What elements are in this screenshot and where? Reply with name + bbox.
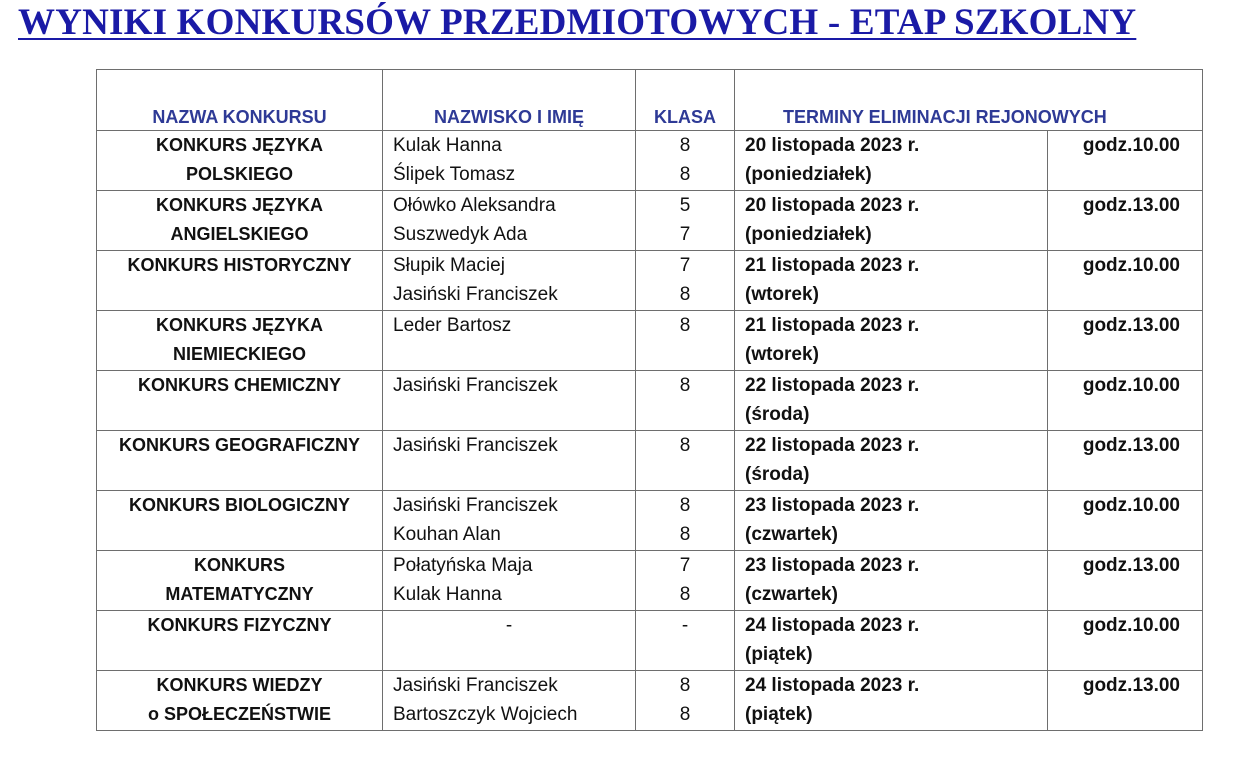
- hour-text: godz.10.00: [1082, 135, 1180, 156]
- hour-cell: [1048, 551, 1203, 611]
- klasa-value: 7: [679, 555, 691, 576]
- student-cell: [383, 191, 636, 251]
- contest-name-cell: [97, 671, 383, 731]
- klasa-value: [636, 340, 734, 369]
- date-cell: [735, 671, 1048, 731]
- student-cell: [383, 431, 636, 491]
- student-name: Jasiński Franciszek: [393, 435, 558, 456]
- date-text: 21 listopada 2023 r.: [745, 315, 920, 336]
- contest-name-line: [97, 400, 382, 429]
- header-klasa: KLASA: [636, 70, 735, 131]
- contest-name-line: KONKURS HISTORYCZNY: [127, 255, 352, 275]
- klasa-cell: [636, 431, 735, 491]
- klasa-value: -: [681, 615, 689, 636]
- contest-name-cell: [97, 611, 383, 671]
- weekday-text: (czwartek): [745, 584, 838, 605]
- date-cell: [735, 491, 1048, 551]
- table-row: [97, 311, 1203, 371]
- student-cell: [383, 371, 636, 431]
- date-cell: [735, 311, 1048, 371]
- header-student: NAZWISKO I IMIĘ: [383, 70, 636, 131]
- contest-name-cell: [97, 431, 383, 491]
- date-text: 20 listopada 2023 r.: [745, 135, 920, 156]
- student-name: Ołówko Aleksandra: [393, 195, 556, 216]
- contest-name-line: [97, 280, 382, 309]
- klasa-value: 8: [679, 675, 691, 696]
- student-name: Jasiński Franciszek: [393, 375, 558, 396]
- student-name: Kulak Hanna: [393, 584, 502, 605]
- date-cell: [735, 611, 1048, 671]
- student-name: Suszwedyk Ada: [393, 224, 528, 245]
- hour-text: godz.13.00: [1082, 435, 1180, 456]
- weekday-text: (czwartek): [745, 524, 838, 545]
- klasa-value: [636, 640, 734, 669]
- weekday-text: (środa): [745, 404, 810, 425]
- student-name: Słupik Maciej: [393, 255, 505, 276]
- student-name: Kulak Hanna: [393, 135, 502, 156]
- date-text: 24 listopada 2023 r.: [745, 675, 920, 696]
- table-row: [97, 131, 1203, 191]
- hour-text: godz.13.00: [1082, 315, 1180, 336]
- table-row: [97, 371, 1203, 431]
- date-text: 22 listopada 2023 r.: [745, 375, 920, 396]
- contest-name-line: ANGIELSKIEGO: [170, 224, 309, 244]
- hour-cell: [1048, 191, 1203, 251]
- weekday-text: (poniedziałek): [745, 164, 872, 185]
- student-name: Ślipek Tomasz: [393, 164, 516, 185]
- klasa-cell: [636, 551, 735, 611]
- hour-text: godz.13.00: [1082, 195, 1180, 216]
- contest-name-line: MATEMATYCZNY: [165, 584, 314, 604]
- contest-name-line: [97, 520, 382, 549]
- contest-name-cell: [97, 251, 383, 311]
- klasa-value: 7: [679, 255, 691, 276]
- klasa-cell: [636, 371, 735, 431]
- student-name: [393, 460, 635, 489]
- contest-name-line: KONKURS JĘZYKA: [155, 195, 324, 215]
- contest-name-line: KONKURS WIEDZY: [156, 675, 323, 695]
- student-name: Leder Bartosz: [393, 315, 512, 336]
- contest-name-line: POLSKIEGO: [185, 164, 293, 184]
- hour-cell: [1048, 311, 1203, 371]
- contest-name-line: KONKURS BIOLOGICZNY: [128, 495, 350, 515]
- contest-name-cell: [97, 551, 383, 611]
- hour-text: godz.10.00: [1082, 495, 1180, 516]
- hour-cell: [1048, 491, 1203, 551]
- hour-text: godz.10.00: [1082, 615, 1180, 636]
- date-text: 22 listopada 2023 r.: [745, 435, 920, 456]
- table-row: [97, 551, 1203, 611]
- klasa-value: 8: [679, 704, 691, 725]
- date-cell: [735, 251, 1048, 311]
- header-name: NAZWA KONKURSU: [97, 70, 383, 131]
- contest-name-line: [97, 640, 382, 669]
- hour-cell: [1048, 251, 1203, 311]
- date-text: 21 listopada 2023 r.: [745, 255, 920, 276]
- student-name: Połatyńska Maja: [393, 555, 533, 576]
- hour-cell: [1048, 431, 1203, 491]
- student-cell: [383, 251, 636, 311]
- contest-name-line: KONKURS: [193, 555, 285, 575]
- klasa-cell: [636, 131, 735, 191]
- contest-name-cell: [97, 311, 383, 371]
- klasa-value: 5: [679, 195, 691, 216]
- klasa-value: [636, 460, 734, 489]
- klasa-value: [636, 400, 734, 429]
- student-name: [393, 340, 635, 369]
- klasa-value: 8: [679, 375, 691, 396]
- klasa-value: 8: [679, 524, 691, 545]
- date-cell: [735, 431, 1048, 491]
- student-cell: [383, 671, 636, 731]
- student-cell: [383, 311, 636, 371]
- hour-text: godz.10.00: [1082, 375, 1180, 396]
- page-title: WYNIKI KONKURSÓW PRZEDMIOTOWYCH - ETAP SZKOLNY: [18, 2, 1137, 43]
- date-text: 23 listopada 2023 r.: [745, 495, 920, 516]
- student-name: [383, 640, 635, 669]
- hour-cell: [1048, 131, 1203, 191]
- table-row: [97, 431, 1203, 491]
- weekday-text: (piątek): [745, 644, 813, 665]
- hour-cell: [1048, 671, 1203, 731]
- student-name: Jasiński Franciszek: [393, 495, 558, 516]
- klasa-value: 8: [679, 495, 691, 516]
- date-text: 23 listopada 2023 r.: [745, 555, 920, 576]
- hour-text: godz.10.00: [1082, 255, 1180, 276]
- date-cell: [735, 551, 1048, 611]
- klasa-cell: [636, 251, 735, 311]
- contest-name-cell: [97, 371, 383, 431]
- table-row: [97, 191, 1203, 251]
- contest-name-line: KONKURS GEOGRAFICZNY: [118, 435, 360, 455]
- klasa-value: 8: [679, 284, 691, 305]
- date-text: 20 listopada 2023 r.: [745, 195, 920, 216]
- student-name: Bartoszczyk Wojciech: [393, 704, 578, 725]
- klasa-cell: [636, 311, 735, 371]
- student-name: Kouhan Alan: [393, 524, 501, 545]
- hour-text: godz.13.00: [1082, 555, 1180, 576]
- contest-name-cell: [97, 131, 383, 191]
- weekday-text: (piątek): [745, 704, 813, 725]
- klasa-cell: [636, 671, 735, 731]
- student-name: -: [505, 615, 513, 636]
- weekday-text: (poniedziałek): [745, 224, 872, 245]
- contest-name-line: KONKURS CHEMICZNY: [137, 375, 341, 395]
- date-cell: [735, 191, 1048, 251]
- klasa-value: 8: [679, 164, 691, 185]
- klasa-value: 7: [679, 224, 691, 245]
- student-name: Jasiński Franciszek: [393, 675, 558, 696]
- table-row: [97, 251, 1203, 311]
- klasa-value: 8: [679, 135, 691, 156]
- table-row: [97, 671, 1203, 731]
- hour-cell: [1048, 371, 1203, 431]
- hour-cell: [1048, 611, 1203, 671]
- klasa-value: 8: [679, 584, 691, 605]
- table-row: [97, 491, 1203, 551]
- student-cell: [383, 491, 636, 551]
- contest-name-line: o SPOŁECZEŃSTWIE: [147, 704, 331, 724]
- contest-name-cell: [97, 191, 383, 251]
- header-terms: TERMINY ELIMINACJI REJONOWYCH: [735, 70, 1203, 131]
- table-row: [97, 611, 1203, 671]
- weekday-text: (wtorek): [745, 344, 819, 365]
- results-table: [96, 69, 1203, 731]
- weekday-text: (środa): [745, 464, 810, 485]
- header-row: [97, 70, 1203, 131]
- student-name: [393, 400, 635, 429]
- contest-name-line: KONKURS JĘZYKA: [155, 315, 324, 335]
- student-cell: [383, 611, 636, 671]
- contest-name-line: NIEMIECKIEGO: [172, 344, 306, 364]
- hour-text: godz.13.00: [1082, 675, 1180, 696]
- contest-name-cell: [97, 491, 383, 551]
- date-text: 24 listopada 2023 r.: [745, 615, 920, 636]
- klasa-value: 8: [679, 435, 691, 456]
- student-cell: [383, 551, 636, 611]
- student-name: Jasiński Franciszek: [393, 284, 558, 305]
- klasa-cell: [636, 491, 735, 551]
- klasa-cell: [636, 191, 735, 251]
- contest-name-line: [97, 460, 382, 489]
- klasa-cell: [636, 611, 735, 671]
- date-cell: [735, 371, 1048, 431]
- weekday-text: (wtorek): [745, 284, 819, 305]
- contest-name-line: KONKURS JĘZYKA: [155, 135, 324, 155]
- student-cell: [383, 131, 636, 191]
- date-cell: [735, 131, 1048, 191]
- contest-name-line: KONKURS FIZYCZNY: [147, 615, 332, 635]
- klasa-value: 8: [679, 315, 691, 336]
